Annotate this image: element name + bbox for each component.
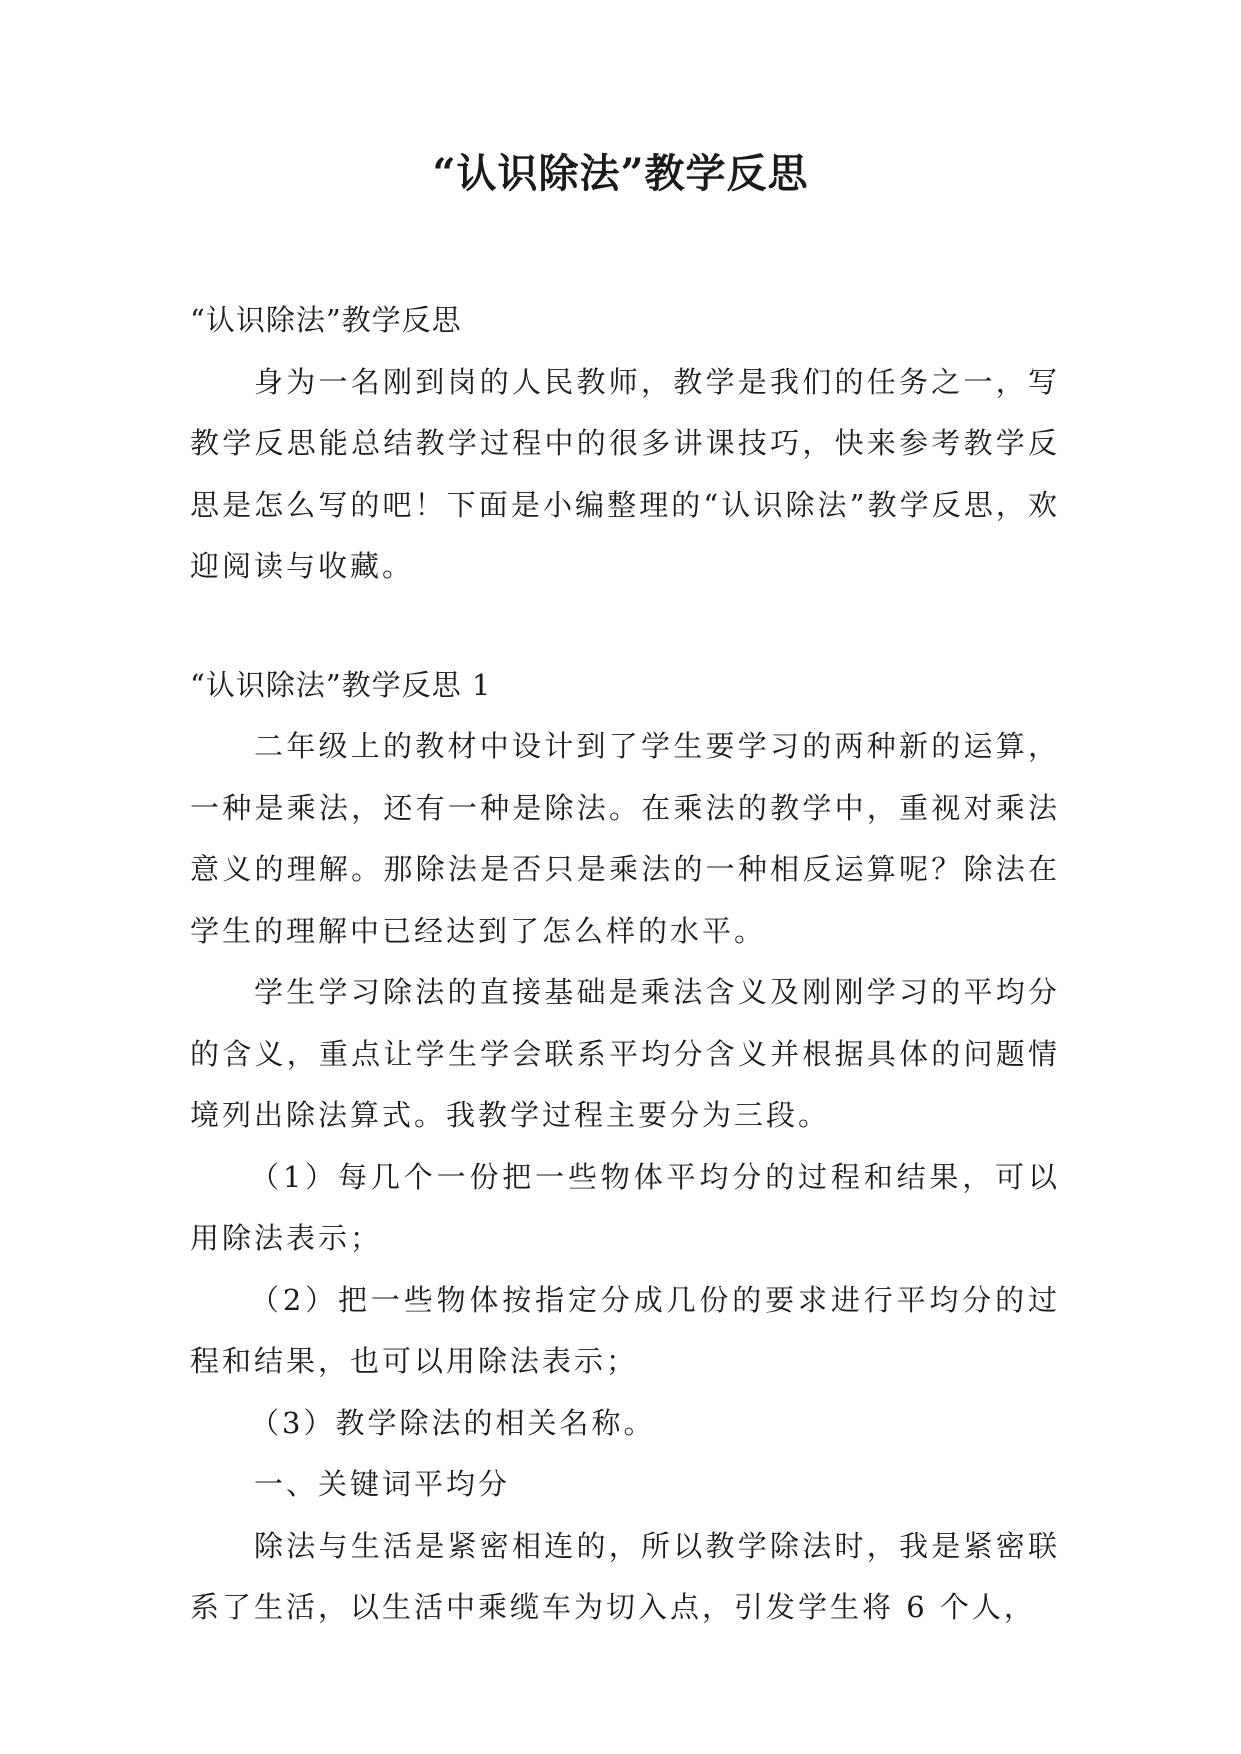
document-body bbox=[190, 290, 1060, 1639]
intro-heading: “认识除法”教学反思 bbox=[190, 303, 462, 337]
intro-paragraph: 身为一名刚到岗的人民教师，教学是我们的任务之一，写教学反思能总结教学过程中的很多讲课技巧，快来参考教学反思是怎么写的吧！下面是小编整理的“认识除法”教学反思，欢迎阅读与收藏。 bbox=[190, 364, 1060, 583]
body-paragraph: 除法与生活是紧密相连的，所以教学除法时，我是紧密联系了生活，以生活中乘缆车为切入点，引发学生将 6 个人， bbox=[190, 1528, 1060, 1624]
section-heading: “认识除法”教学反思 1 bbox=[190, 667, 492, 702]
list-item-paragraph: （2）把一些物体按指定分成几份的要求进行平均分的过程和结果，也可以用除法表示； bbox=[190, 1282, 1060, 1378]
list-item-paragraph: （1）每几个一份把一些物体平均分的过程和结果，可以用除法表示； bbox=[190, 1159, 1060, 1255]
subsection-heading: 一、关键词平均分 bbox=[254, 1467, 511, 1501]
list-item-paragraph: （3）教学除法的相关名称。 bbox=[250, 1405, 656, 1440]
section-spacer bbox=[190, 598, 1060, 655]
document-title: “认识除法”教学反思 bbox=[432, 150, 809, 197]
body-paragraph: 学生学习除法的直接基础是乘法含义及刚刚学习的平均分的含义，重点让学生学会联系平均分含义并根据具体的问题情境列出除法算式。我教学过程主要分为三段。 bbox=[190, 975, 1060, 1132]
body-paragraph: 二年级上的教材中设计到了学生要学习的两种新的运算，一种是乘法，还有一种是除法。在乘法的教学中，重视对乘法意义的理解。那除法是否只是乘法的一种相反运算呢？除法在学生的理解中已经达到了怎么样的水平。 bbox=[190, 729, 1060, 948]
